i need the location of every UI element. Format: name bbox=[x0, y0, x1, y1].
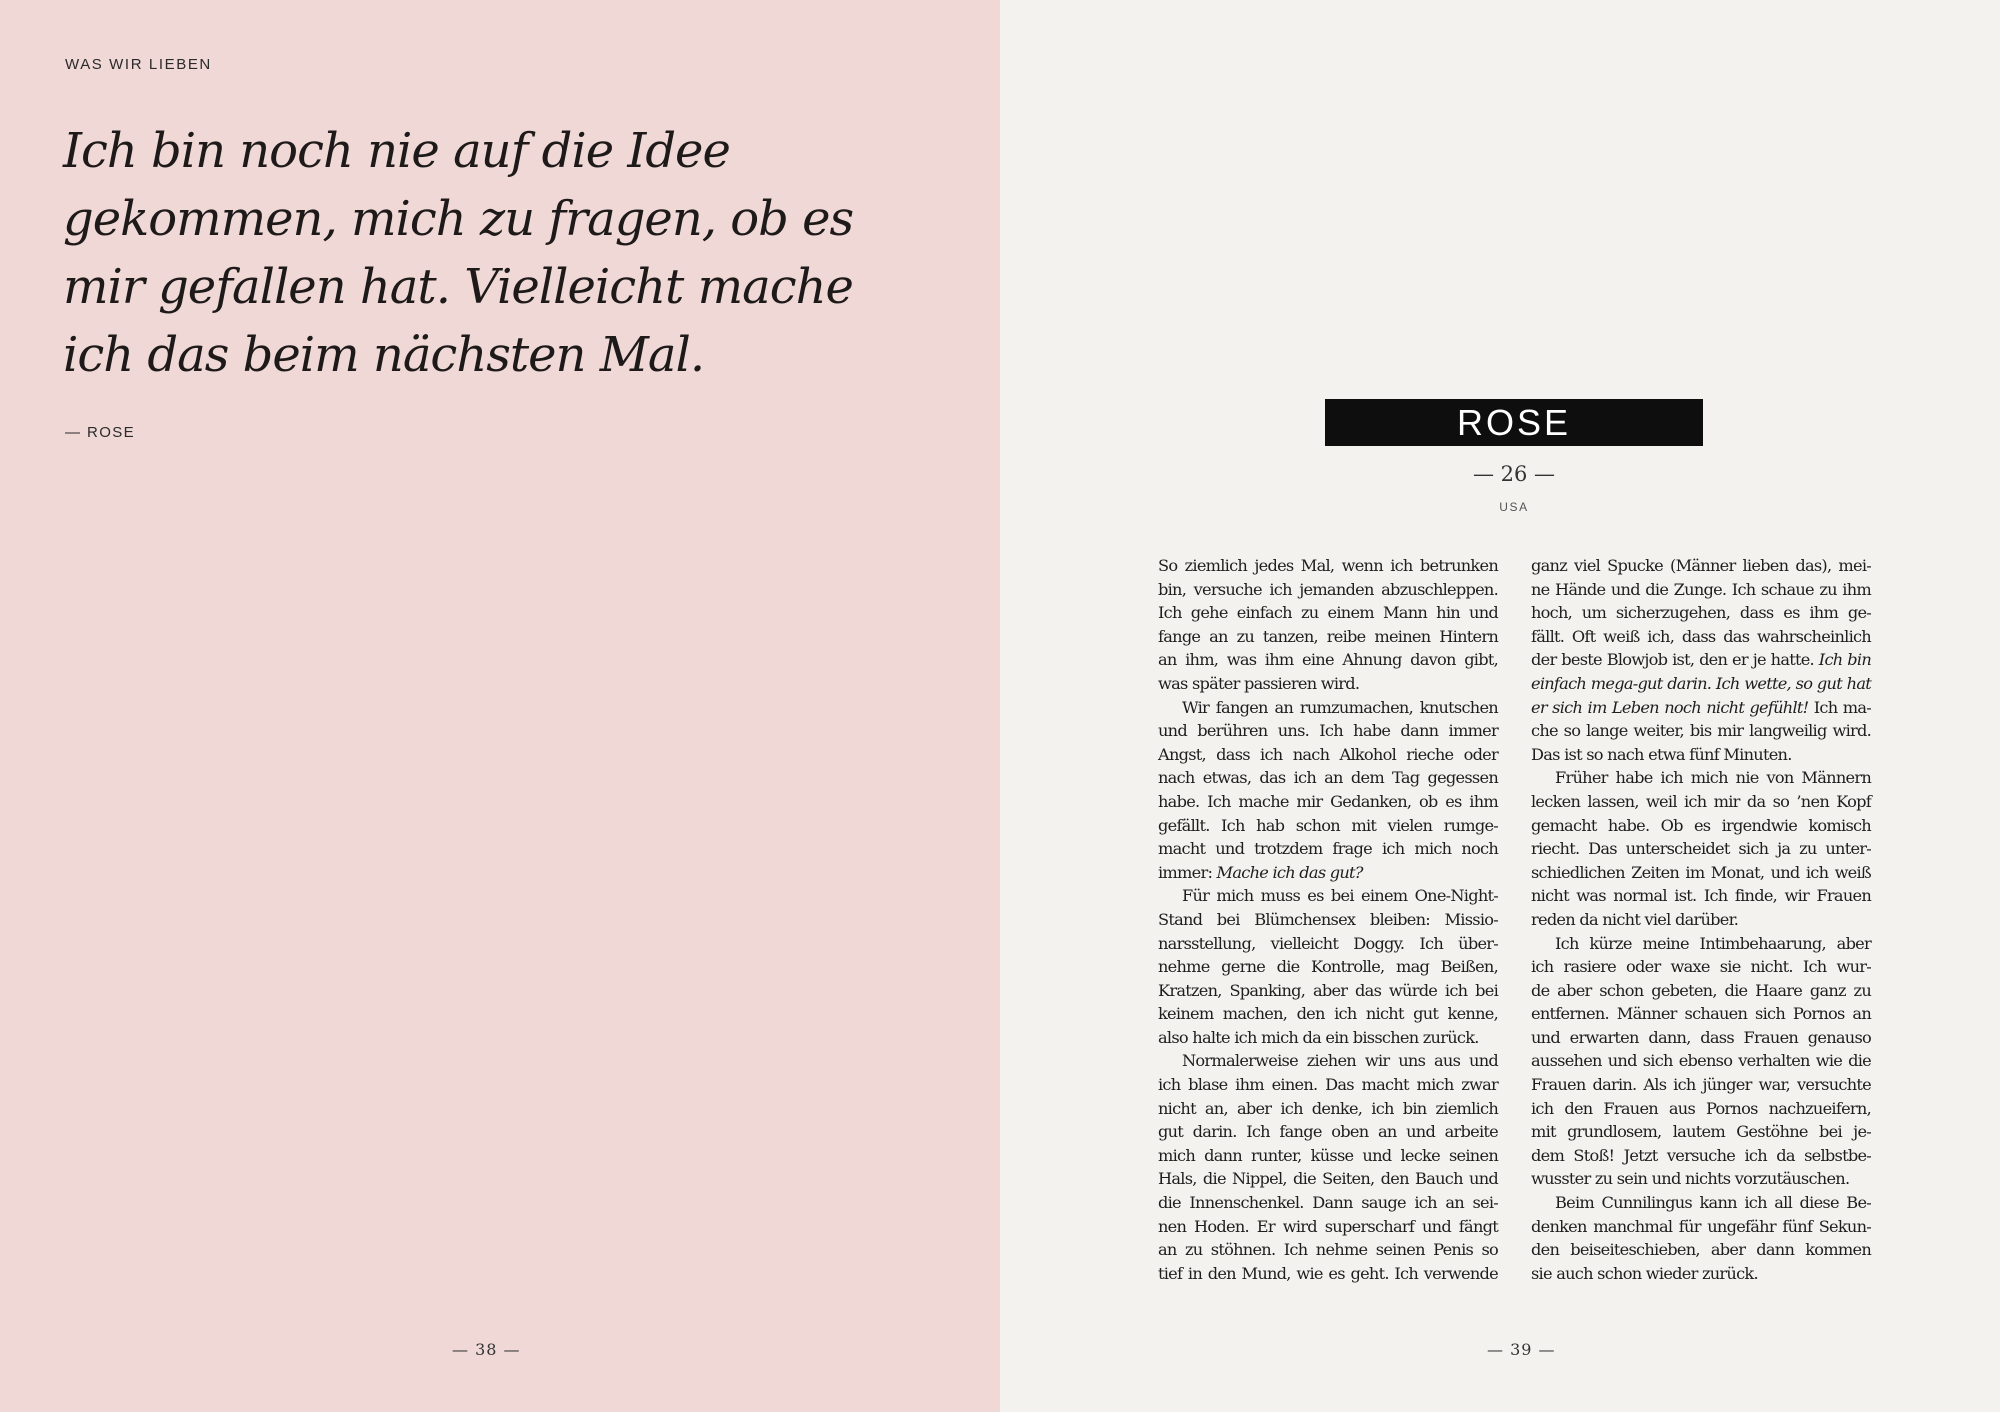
italic-text-run: Mache ich das gut? bbox=[1216, 862, 1363, 882]
profile-age: — 26 — bbox=[1472, 462, 1556, 486]
text-line: So ziemlich jedes Mal, wenn ich betrunken bbox=[1158, 556, 1498, 575]
text-line: de aber schon gebeten, die Haare ganz zu bbox=[1531, 980, 1871, 1000]
text-line bbox=[1158, 861, 1498, 885]
text-line: che so lange weiter, bis mir langweilig wird. bbox=[1531, 721, 1871, 741]
text-line bbox=[1531, 696, 1871, 720]
text-line: sie auch schon wieder zurück. bbox=[1531, 1263, 1758, 1283]
text-line: tief in den Mund, wie es geht. Ich verwende bbox=[1158, 1263, 1498, 1283]
text-line: habe. Ich mache mir Gedanken, ob es ihm bbox=[1158, 791, 1498, 811]
text-line: die Innenschenkel. Dann sauge ich an sei- bbox=[1158, 1193, 1498, 1213]
text-line: gemacht habe. Ob es irgendwie komisch bbox=[1531, 815, 1871, 835]
text-line: nach etwas, das ich an dem Tag gegessen bbox=[1158, 768, 1498, 788]
text-line: mit grundlosem, lautem Gestöhne bei je- bbox=[1531, 1122, 1871, 1142]
italic-text-run: er sich im Leben noch nicht gefühlt! bbox=[1531, 697, 1809, 717]
italic-text-run: einfach mega-gut darin. Ich wette, so gut hat bbox=[1531, 673, 1871, 693]
text-line: dem Stoß! Jetzt versuche ich da selbstbe- bbox=[1531, 1145, 1871, 1165]
quote-line: mir gefallen hat. Vielleicht mache bbox=[63, 259, 853, 315]
text-line: nehme gerne die Kontrolle, mag Beißen, bbox=[1158, 957, 1498, 977]
text-line: fällt. Oft weiß ich, dass das wahrscheinlich bbox=[1531, 626, 1871, 646]
text-line: schiedlichen Zeiten im Monat, und ich weiß bbox=[1531, 862, 1871, 882]
text-line: ich rasiere oder waxe sie nicht. Ich wur- bbox=[1531, 957, 1871, 977]
text-line: gut darin. Ich fange oben an und arbeite bbox=[1158, 1122, 1498, 1142]
text-line: nicht was normal ist. Ich finde, wir Frauen bbox=[1531, 886, 1871, 906]
text-line: aussehen und sich ebenso verhalten wie die bbox=[1531, 1051, 1871, 1071]
text-line bbox=[1531, 648, 1871, 672]
quote-line: ich das beim nächsten Mal. bbox=[63, 327, 705, 383]
text-line: Angst, dass ich nach Alkohol rieche oder bbox=[1158, 744, 1498, 764]
text-line: keinem machen, den ich nicht gut kenne, bbox=[1158, 1004, 1498, 1024]
text-line: wusster zu sein und nichts vorzutäuschen. bbox=[1531, 1169, 1850, 1189]
page-number-left: — 38 — bbox=[452, 1340, 521, 1359]
text-line: fange an zu tanzen, reibe meinen Hintern bbox=[1158, 626, 1498, 646]
text-run: der beste Blowjob ist, den er je hatte. bbox=[1531, 650, 1819, 670]
text-line: also halte ich mich da ein bisschen zurück. bbox=[1158, 1027, 1479, 1047]
quote-line: Ich bin noch nie auf die Idee bbox=[63, 123, 730, 179]
text-line: Ich gehe einfach zu einem Mann hin und bbox=[1158, 603, 1498, 623]
text-line: hoch, um sicherzugehen, dass es ihm ge- bbox=[1531, 603, 1871, 623]
text-line: Früher habe ich mich nie von Männern bbox=[1555, 768, 1871, 788]
profile-name: ROSE bbox=[1456, 401, 1572, 443]
text-line: narsstellung, vielleicht Doggy. Ich über- bbox=[1158, 933, 1498, 953]
text-line: ganz viel Spucke (Männer lieben das), mei- bbox=[1531, 556, 1871, 575]
text-line: macht und trotzdem frage ich mich noch bbox=[1158, 839, 1498, 859]
pull-quote bbox=[63, 117, 923, 389]
text-line: Frauen darin. Als ich jünger war, versuchte bbox=[1531, 1075, 1871, 1095]
text-line: an zu stöhnen. Ich nehme seinen Penis so bbox=[1158, 1240, 1498, 1260]
quote-attribution: — ROSE bbox=[65, 424, 136, 441]
text-line: bin, versuche ich jemanden abzuschleppen. bbox=[1158, 579, 1498, 599]
text-line: Wir fangen an rumzumachen, knutschen bbox=[1182, 697, 1498, 717]
name-banner bbox=[1325, 399, 1703, 446]
text-line: entfernen. Männer schauen sich Pornos an bbox=[1531, 1004, 1871, 1024]
text-line: Hals, die Nippel, die Seiten, den Bauch und bbox=[1158, 1169, 1498, 1189]
quote-line: gekommen, mich zu fragen, ob es bbox=[63, 191, 854, 247]
text-run: immer: bbox=[1158, 862, 1217, 882]
text-line: den beiseiteschieben, aber dann kommen bbox=[1531, 1240, 1871, 1260]
text-line: an ihm, was ihm eine Ahnung davon gibt, bbox=[1158, 650, 1498, 670]
text-run: Ich ma- bbox=[1808, 697, 1871, 717]
text-column-2 bbox=[1531, 554, 1871, 1285]
text-line: Beim Cunnilingus kann ich all diese Be- bbox=[1555, 1193, 1871, 1213]
text-column-1 bbox=[1158, 554, 1498, 1285]
text-line: und erwarten dann, dass Frauen genauso bbox=[1531, 1027, 1871, 1047]
section-label: WAS WIR LIEBEN bbox=[65, 56, 212, 73]
text-line: ne Hände und die Zunge. Ich schaue zu ihm bbox=[1531, 579, 1871, 599]
text-line: ich blase ihm einen. Das macht mich zwar bbox=[1158, 1075, 1498, 1095]
text-line: Kratzen, Spanking, aber das würde ich bei bbox=[1158, 980, 1498, 1000]
text-line: Das ist so nach etwa fünf Minuten. bbox=[1531, 744, 1792, 764]
text-line: Für mich muss es bei einem One-Night- bbox=[1182, 886, 1498, 906]
text-line: nen Hoden. Er wird superscharf und fängt bbox=[1158, 1216, 1498, 1236]
text-line: mich dann runter, küsse und lecke seinen bbox=[1158, 1145, 1498, 1165]
text-line: Stand bei Blümchensex bleiben: Missio- bbox=[1158, 909, 1498, 929]
text-line: was später passieren wird. bbox=[1158, 673, 1360, 693]
text-line: reden da nicht viel darüber. bbox=[1531, 909, 1739, 929]
profile-country: USA bbox=[1499, 500, 1529, 514]
text-line: riecht. Das unterscheidet sich ja zu unter- bbox=[1531, 839, 1871, 859]
text-line: ich den Frauen aus Pornos nachzueifern, bbox=[1531, 1098, 1871, 1118]
text-line: lecken lassen, weil ich mir da so ’nen Kopf bbox=[1531, 791, 1871, 811]
text-line: denken manchmal für ungefähr fünf Sekun- bbox=[1531, 1216, 1871, 1236]
text-line: Ich kürze meine Intimbehaarung, aber bbox=[1555, 933, 1871, 953]
italic-text-run: Ich bin bbox=[1818, 650, 1871, 670]
text-line: gefällt. Ich hab schon mit vielen rumge- bbox=[1158, 815, 1498, 835]
text-line bbox=[1531, 672, 1871, 696]
text-line: Normalerweise ziehen wir uns aus und bbox=[1182, 1051, 1498, 1071]
page-number-right: — 39 — bbox=[1487, 1340, 1556, 1359]
text-line: und berühren uns. Ich habe dann immer bbox=[1158, 721, 1498, 741]
text-line: nicht an, aber ich denke, ich bin ziemlich bbox=[1158, 1098, 1498, 1118]
